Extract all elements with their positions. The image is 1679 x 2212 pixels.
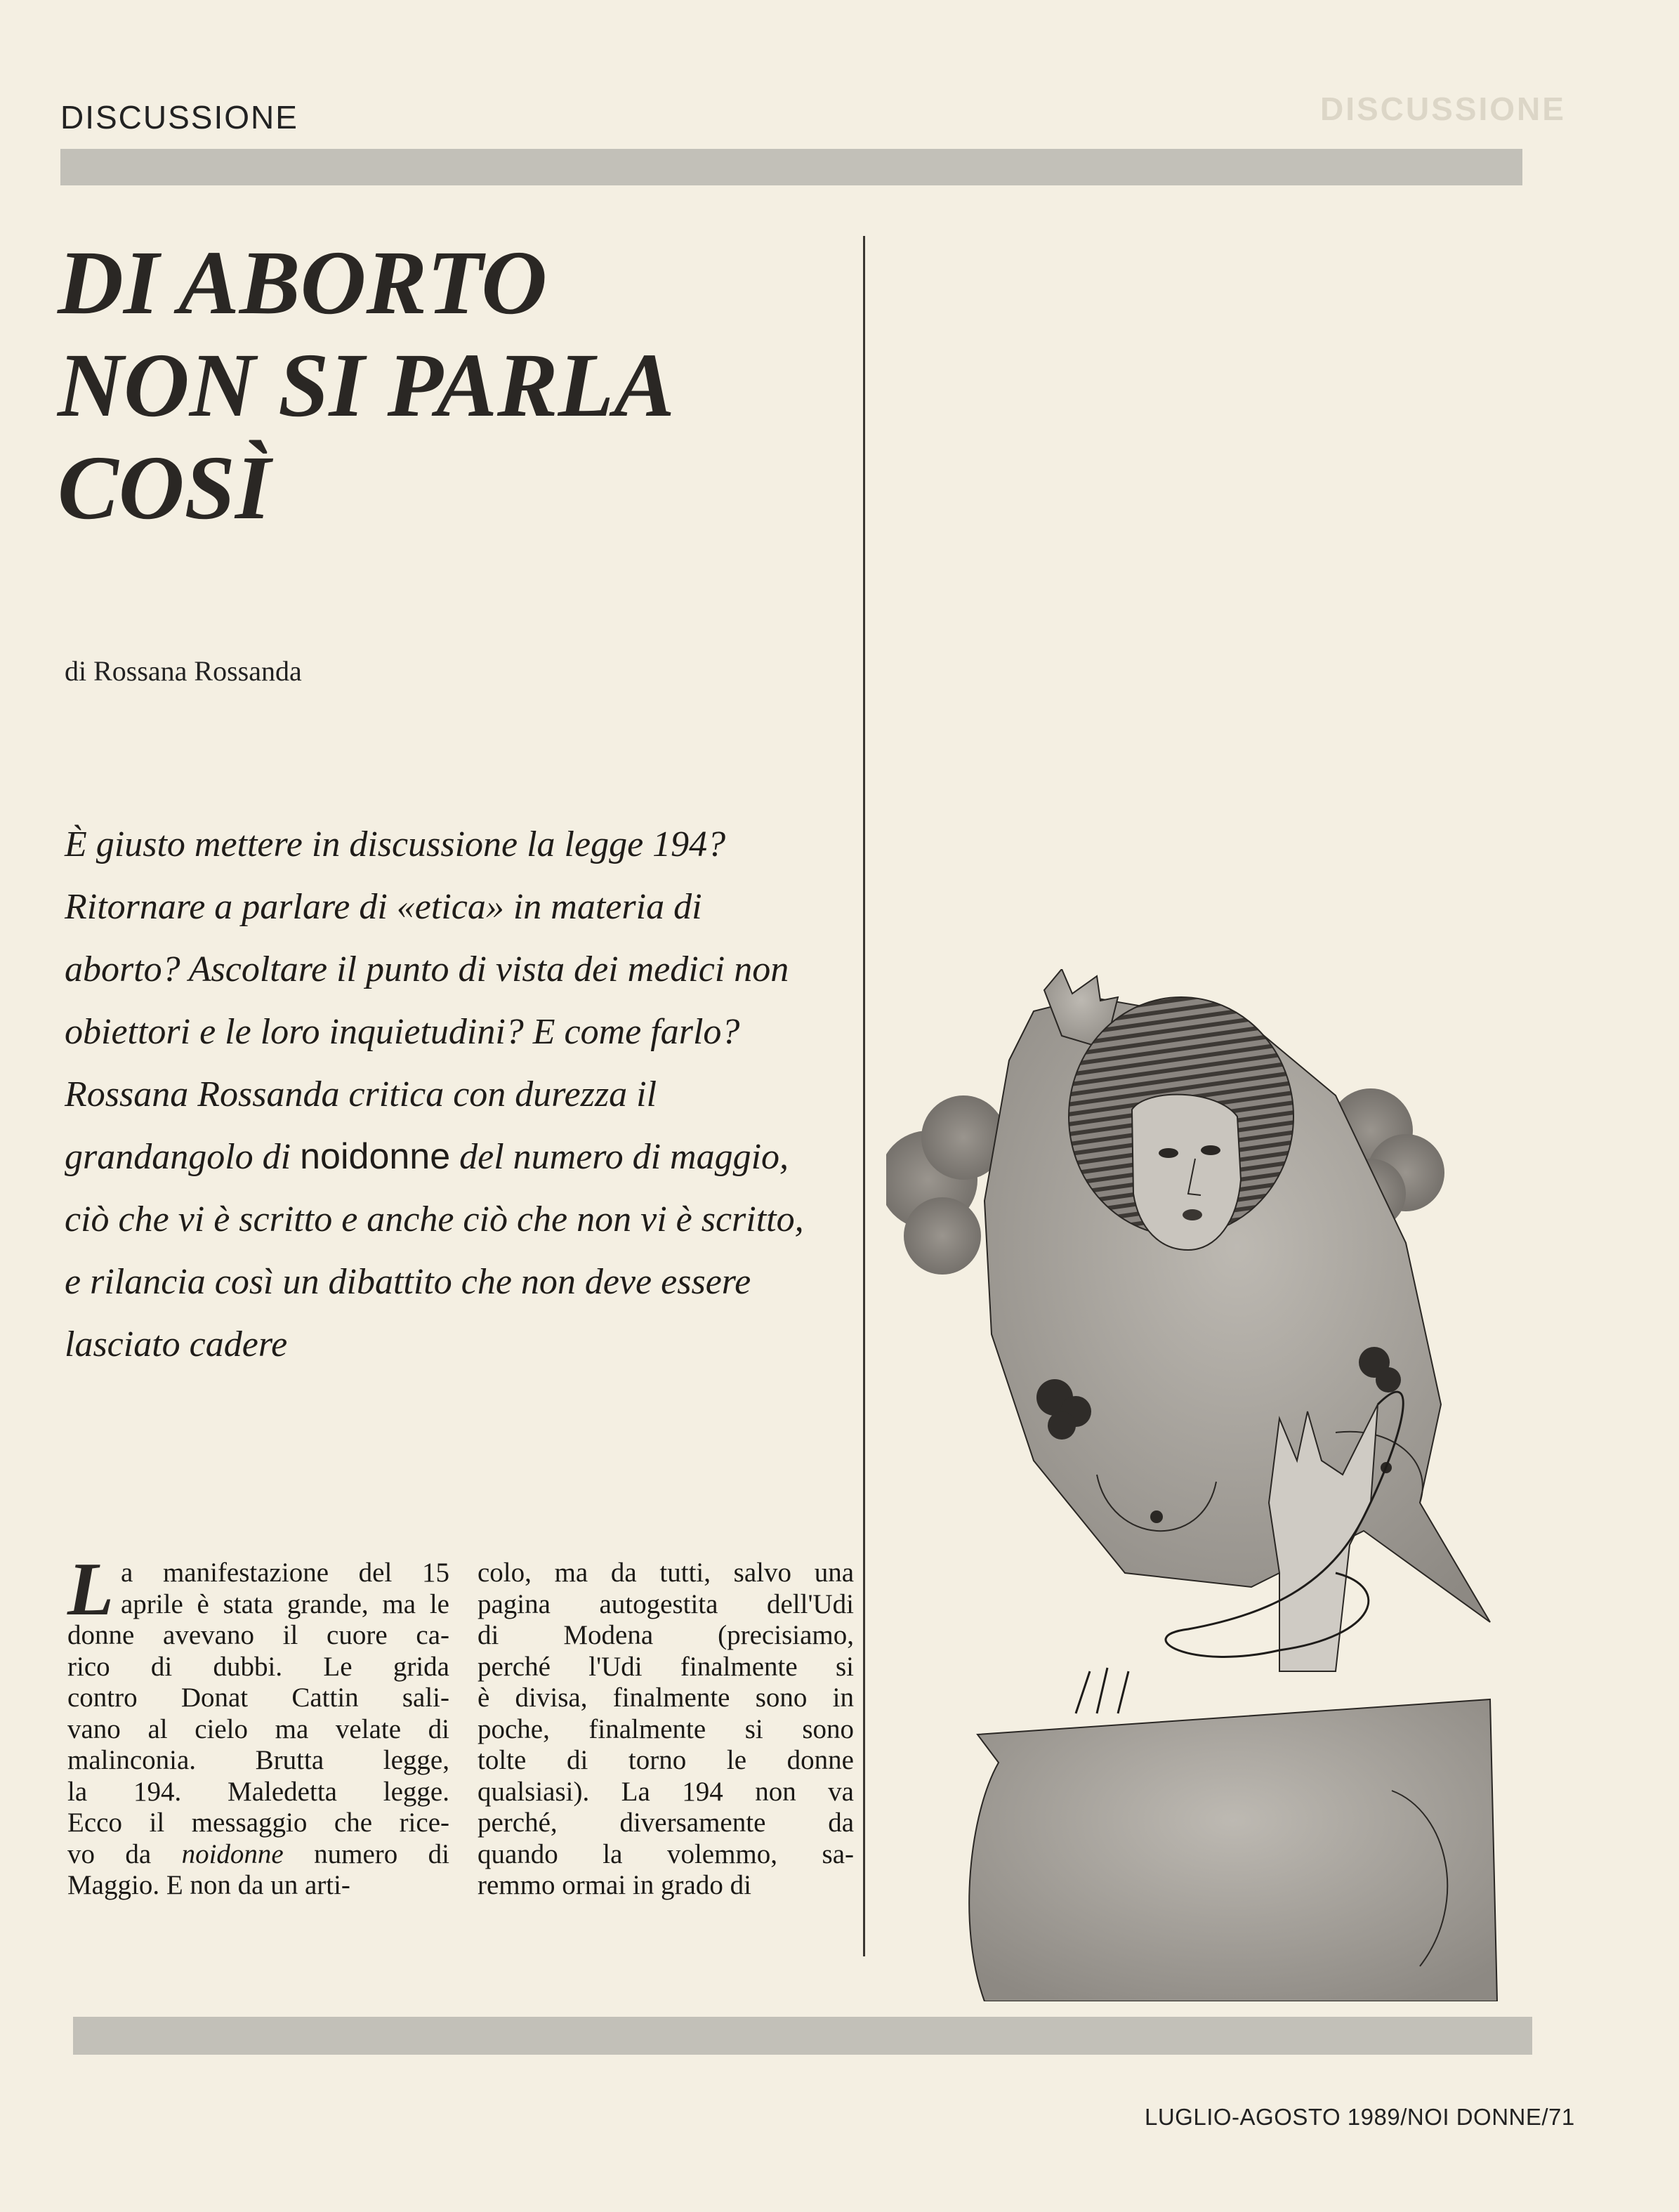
body-column-2: [478, 1558, 854, 1902]
body-line-text: numero di: [314, 1838, 449, 1869]
body-line-text: vo da: [67, 1838, 152, 1869]
body-line: colo, ma da tutti, salvo una: [478, 1558, 854, 1588]
body-line: vano al cielo ma velate di: [67, 1713, 449, 1744]
body-line: poche, finalmente si sono: [478, 1713, 854, 1744]
headline: [58, 232, 830, 539]
body-line: [67, 1839, 449, 1871]
standfirst-brand: noidonne: [300, 1136, 451, 1177]
body-line: contro Donat Cattin sali-: [67, 1683, 449, 1713]
body-line: donne avevano il cuore ca-: [67, 1620, 449, 1650]
body-line: a manifestazione del 15: [120, 1558, 449, 1588]
standfirst-text-1: È giusto mettere in discussione la legge 194? Ritornare a parlare di «etica» in materia di aborto? Ascoltare il punto di vista dei medici non obiettori e le loro inquietudini? E come farlo? Rossana Rossanda critica con durezza il grandangolo di: [65, 824, 789, 1177]
body-line: qualsiasi). La 194 non va: [478, 1776, 854, 1807]
body-line: perché l'Udi finalmente si: [478, 1651, 854, 1682]
drop-cap: L: [67, 1548, 114, 1631]
section-label-bleed: DISCUSSIONE: [1320, 91, 1566, 127]
body-column-1: [67, 1548, 449, 1902]
headline-line-1: DI ABORTO: [58, 232, 548, 334]
illustration-woman-figure: [886, 969, 1504, 2001]
body-line: perché, diversamente da: [478, 1808, 854, 1838]
magazine-name: noidonne: [181, 1838, 284, 1869]
headline-line-3: COSÌ: [58, 437, 271, 539]
page-footer: LUGLIO-AGOSTO 1989/NOI DONNE/71: [1145, 2104, 1575, 2130]
body-line: tolte di torno le donne: [478, 1745, 854, 1775]
body-line: Maggio. E non da un arti-: [67, 1870, 350, 1900]
footer-band: [73, 2017, 1532, 2055]
body-line: aprile è stata grande, ma le: [120, 1588, 449, 1619]
body-line: quando la volemmo, sa-: [478, 1838, 854, 1869]
body-line: rico di dubbi. Le grida: [67, 1651, 449, 1682]
body-line: è divisa, finalmente sono in: [478, 1683, 854, 1713]
body-line: la 194. Maledetta legge.: [67, 1776, 449, 1807]
standfirst-text-2: del numero di maggio, ciò che vi è scritto e anche ciò che non vi è scritto, e rilancia così un dibattito che non deve essere lasciato cadere: [65, 1137, 804, 1364]
body-line: Ecco il messaggio che rice-: [67, 1808, 449, 1838]
standfirst: [65, 813, 823, 1376]
byline: di Rossana Rossanda: [65, 655, 302, 687]
section-label: DISCUSSIONE: [60, 99, 298, 136]
headline-line-2: NON SI PARLA: [58, 335, 675, 436]
body-line: malinconia. Brutta legge,: [67, 1745, 449, 1775]
column-rule: [863, 236, 865, 1956]
body-line: remmo ormai in grado di: [478, 1870, 751, 1900]
header-band: [60, 149, 1522, 185]
body-line: di Modena (precisiamo,: [478, 1620, 854, 1650]
body-line: pagina autogestita dell'Udi: [478, 1588, 854, 1619]
